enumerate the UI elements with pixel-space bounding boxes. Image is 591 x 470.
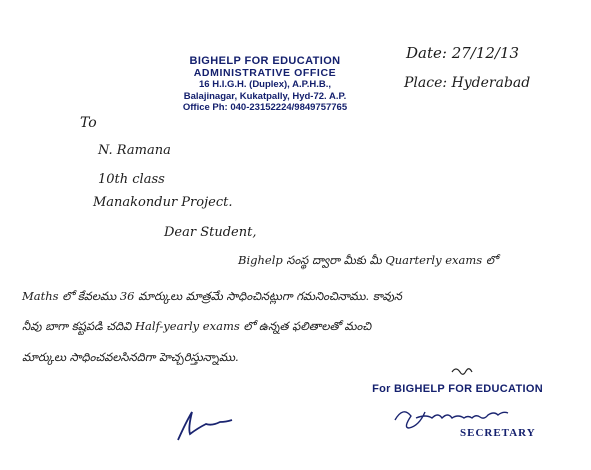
body-line-2: Maths లో కేవలము 36 మార్కులు మాత్రమే సాధించినట్లుగా గమనించినాము. కావున [22,289,402,303]
letterhead-org-name: BIGHELP FOR EDUCATION [189,55,341,67]
salutation: Dear Student, [164,225,257,240]
body-line-1: Bighelp సంస్థ ద్వారా మీకు మీ Quarterly exams లో [238,253,498,267]
recipient-name: N. Ramana [98,143,171,158]
secretary-signature [395,412,508,428]
student-signature [178,412,232,440]
closing-org: For BIGHELP FOR EDUCATION [372,383,543,395]
letterhead-address-2: Balajinagar, Kukatpally, Hyd-72. A.P. [183,90,347,102]
closing-title: SECRETARY [460,427,536,439]
body-line-4: మార్కులు సాధించవలసినదిగా హెచ్చరిస్తున్నాము. [22,350,239,364]
initial-scribble [452,369,472,375]
recipient-project: Manakondur Project. [93,195,233,210]
letterhead-office: ADMINISTRATIVE OFFICE [193,66,337,79]
address-to: To [80,115,97,131]
letter-place: Place: Hyderabad [404,75,531,91]
recipient-class: 10th class [98,172,165,187]
body-line-3: నీవు బాగా కష్టపడి చదివి Half-yearly exams లో ఉన్నత ఫలితాలతో మంచి [22,319,372,333]
letterhead-phone: Office Ph: 040-23152224/9849757765 [182,102,348,113]
letterhead-address-1: 16 H.I.G.H. (Duplex), A.P.H.B., [199,79,331,90]
letter-date: Date: 27/12/13 [406,44,520,62]
